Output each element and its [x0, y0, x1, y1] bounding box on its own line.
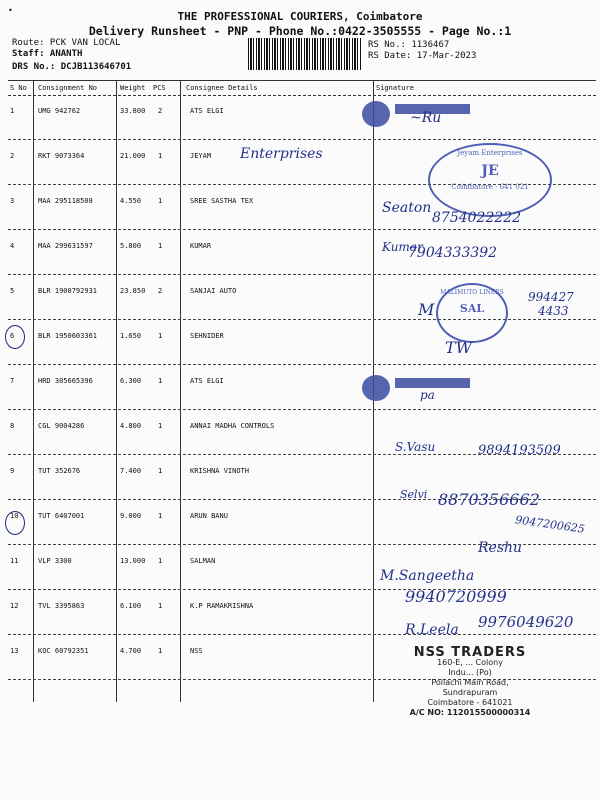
stamp-text: Jeyam Enterprises: [457, 149, 523, 157]
cell-sno: 5: [10, 287, 15, 295]
cell-weight: 13.000: [120, 557, 146, 565]
table-row: [8, 364, 596, 410]
cell-consignment: TUT 6407001: [38, 512, 85, 520]
handwriting-row-10-phone: 9047200625: [514, 513, 586, 536]
signature-row-1: ~Ru: [410, 110, 442, 126]
cell-consignee: SEHNIDER: [190, 332, 224, 340]
cell-consignee: ATS ELGI: [190, 377, 224, 385]
cell-pcs: 1: [158, 242, 163, 250]
signature-row-6: TW: [445, 338, 473, 357]
stamp-text: MALIMUTO LINERS: [440, 289, 504, 296]
cell-pcs: 1: [158, 422, 163, 430]
corner-mark: •: [8, 6, 13, 15]
handwritten-circle: [5, 325, 25, 349]
col-consignee: Consignee Details: [186, 84, 258, 92]
stamp-line: 160-E, ... Colony: [437, 658, 503, 667]
cell-sno: 1: [10, 107, 15, 115]
cell-consignee: NSS: [190, 647, 203, 655]
stamp-text: Coimbatore - 641 021: [451, 183, 529, 191]
cell-weight: 4.700: [120, 647, 142, 655]
cell-sno: 7: [10, 377, 15, 385]
handwriting-row-3: 8754022222: [432, 210, 522, 226]
drs-number: DRS No.: DCJB113646701: [12, 62, 132, 72]
cell-consignee: KUMAR: [190, 242, 212, 250]
cell-consignee: KRISHNA VINOTH: [190, 467, 250, 475]
cell-pcs: 1: [158, 557, 163, 565]
sal-stamp: [436, 283, 508, 343]
handwriting-row-9-phone: 8870356662: [438, 490, 540, 509]
cell-consignment: MAA 295118508: [38, 197, 93, 205]
elgi-logo-stamp: [362, 375, 390, 401]
cell-consignment: RKT 9073364: [38, 152, 85, 160]
cell-consignment: BLR 1950603361: [38, 332, 98, 340]
cell-pcs: 2: [158, 287, 163, 295]
cell-weight: 21.000: [120, 152, 146, 160]
cell-consignee: SALMAN: [190, 557, 216, 565]
stamp-text: SAL: [459, 302, 485, 315]
cell-consignment: HRD 305665396: [38, 377, 93, 385]
handwriting-row-5-phone1: 994427: [528, 290, 574, 304]
elgi-stamp-bar: [395, 378, 470, 388]
cell-consignee: ATS ELGI: [190, 107, 224, 115]
cell-consignee: ARUN BANU: [190, 512, 228, 520]
handwriting-row-4-phone: 7904333392: [408, 245, 498, 261]
cell-consignment: MAA 299631597: [38, 242, 93, 250]
cell-weight: 5.800: [120, 242, 142, 250]
cell-sno: 2: [10, 152, 15, 160]
route-label: Route: PCK VAN LOCAL: [12, 38, 121, 48]
col-consignment: Consignment No: [38, 84, 98, 92]
cell-weight: 6.300: [120, 377, 142, 385]
cell-sno: 4: [10, 242, 15, 250]
cell-pcs: 1: [158, 512, 163, 520]
cell-weight: 4.550: [120, 197, 142, 205]
col-signature: Signature: [376, 84, 414, 92]
nss-traders-stamp: [385, 645, 555, 718]
cell-pcs: 1: [158, 602, 163, 610]
handwriting-row-8-name: S.Vasu: [395, 440, 436, 454]
cell-weight: 33.800: [120, 107, 146, 115]
table-row: [8, 229, 596, 275]
barcode-image: [248, 38, 362, 70]
handwritten-circle: [5, 511, 25, 535]
cell-consignee: SREE SASTHA TEX: [190, 197, 254, 205]
stamp-text: JE: [481, 163, 499, 179]
stamp-line: Sundrapuram: [442, 688, 498, 697]
cell-consignment: CGL 9004286: [38, 422, 85, 430]
cell-weight: 6.100: [120, 602, 142, 610]
cell-consignee: JEYAM: [190, 152, 212, 160]
handwriting-row-11-name: M.Sangeetha: [380, 568, 475, 584]
jeyam-enterprises-stamp: [428, 143, 552, 217]
cell-weight: 4.800: [120, 422, 142, 430]
cell-consignment: TUT 352676: [38, 467, 81, 475]
cell-pcs: 1: [158, 647, 163, 655]
staff-label: Staff: ANANTH: [12, 49, 83, 59]
cell-weight: 23.850: [120, 287, 146, 295]
signature-row-7: pa: [420, 388, 435, 402]
cell-pcs: 1: [158, 377, 163, 385]
cell-sno: 12: [10, 602, 19, 610]
stamp-line: Pollachi Main Road,: [431, 678, 509, 687]
handwriting-row-8-phone: 9894193509: [478, 443, 561, 458]
cell-consignment: TVL 3395863: [38, 602, 85, 610]
stamp-line: Indu... (Po): [448, 668, 492, 677]
col-pcs: PCS: [153, 84, 166, 92]
cell-sno: 3: [10, 197, 15, 205]
handwriting-row-12-phone: 9976049620: [478, 613, 574, 631]
cell-consignment: UMG 942762: [38, 107, 81, 115]
handwriting-row-4-name: Kumar: [382, 240, 423, 254]
runsheet-title: Delivery Runsheet - PNP - Phone No.:0422-3505555 - Page No.:1: [88, 24, 512, 38]
cell-pcs: 1: [158, 332, 163, 340]
handwriting-row-2: Enterprises: [240, 146, 323, 162]
cell-pcs: 1: [158, 197, 163, 205]
cell-consignment: BLR 1900792931: [38, 287, 98, 295]
cell-sno: 8: [10, 422, 15, 430]
handwriting-row-5-phone2: 4433: [538, 304, 569, 318]
signature-row-3: Seaton: [382, 200, 432, 216]
cell-pcs: 2: [158, 107, 163, 115]
cell-sno: 9: [10, 467, 15, 475]
cell-sno: 13: [10, 647, 19, 655]
cell-sno: 10: [10, 512, 19, 520]
cell-consignee: K.P RAMAKRISHNA: [190, 602, 254, 610]
cell-consignee: SANJAI AUTO: [190, 287, 237, 295]
table-row: [8, 319, 596, 365]
cell-weight: 7.400: [120, 467, 142, 475]
cell-weight: 9.000: [120, 512, 142, 520]
rs-number: RS No.: 1136467: [368, 40, 450, 50]
cell-sno: 6: [10, 332, 15, 340]
stamp-title: NSS TRADERS: [413, 645, 527, 660]
signature-row-5: M: [418, 300, 435, 319]
cell-sno: 11: [10, 557, 19, 565]
cell-pcs: 1: [158, 152, 163, 160]
col-weight: Weight: [120, 84, 146, 92]
company-title: THE PROFESSIONAL COURIERS, Coimbatore: [177, 10, 423, 23]
handwriting-row-9-name: Selvi: [400, 488, 428, 501]
cell-consignment: KOC 60792351: [38, 647, 89, 655]
stamp-line: A/C NO: 112015500000314: [409, 708, 531, 717]
signature-row-10: Reshu: [478, 540, 523, 556]
col-sno: S No: [10, 84, 27, 92]
cell-consignee: ANNAI MADHA CONTROLS: [190, 422, 275, 430]
elgi-logo-stamp: [362, 101, 390, 127]
cell-weight: 1.650: [120, 332, 142, 340]
stamp-line: Coimbatore - 641021: [427, 698, 513, 707]
rs-date: RS Date: 17-Mar-2023: [368, 51, 477, 61]
cell-pcs: 1: [158, 467, 163, 475]
cell-consignment: VLP 3300: [38, 557, 72, 565]
handwriting-row-11-phone: 9940720999: [405, 587, 507, 606]
table-row: [8, 94, 596, 140]
handwriting-row-12-name: R.Leela: [405, 622, 459, 638]
